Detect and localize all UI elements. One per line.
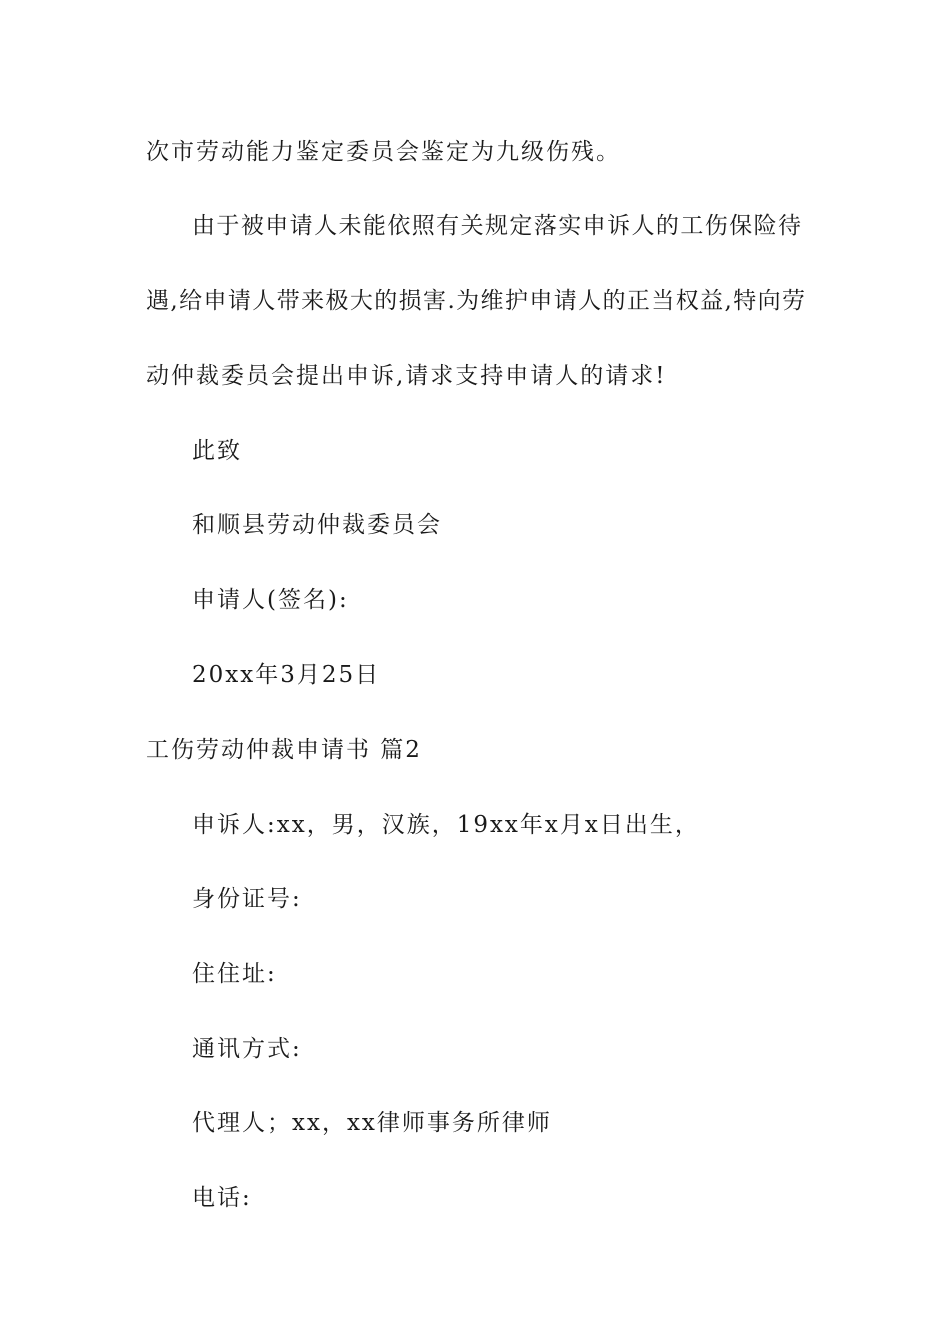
agent-line: 代理人；xx，xx律师事务所律师 [192,1110,552,1136]
id-number-line: 身份证号: [192,886,302,912]
paragraph-text: 次市劳动能力鉴定委员会鉴定为九级伤残。 [146,139,621,165]
recipient-name: 和顺县劳动仲裁委员会 [192,512,442,538]
date-line: 20xx年3月25日 [192,662,381,688]
phone-line: 电话: [192,1185,252,1211]
applicant-info: 申诉人:xx，男，汉族，19xx年x月x日出生， [192,812,700,838]
paragraph-text: 由于被申请人未能依照有关规定落实申诉人的工伤保险待 [192,213,802,239]
paragraph-text: 遇,给申请人带来极大的损害.为维护申请人的正当权益,特向劳 [146,288,806,314]
contact-line: 通讯方式: [192,1036,302,1062]
section-heading: 工伤劳动仲裁申请书 篇2 [146,737,422,763]
paragraph-text: 动仲裁委员会提出申诉,请求支持申请人的请求! [146,363,667,389]
closing-salutation: 此致 [192,438,242,464]
address-line: 住住址: [192,961,277,987]
signature-line: 申请人(签名): [192,587,349,613]
